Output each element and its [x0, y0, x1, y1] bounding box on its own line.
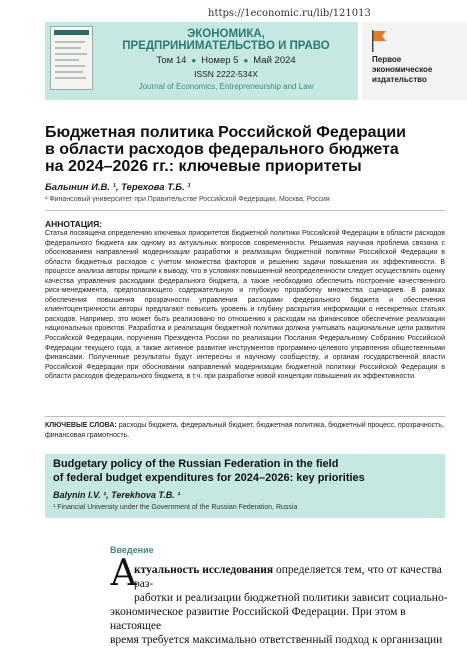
english-affiliation: ¹ Financial University under the Government of the Russian Federation, Russia [53, 504, 298, 511]
publisher-name [372, 55, 464, 85]
journal-date: Май 2024 [253, 55, 296, 66]
journal-title-line1: ЭКОНОМИКА, [187, 28, 265, 40]
publisher-line2: экономическое [372, 65, 433, 74]
cover-line [55, 65, 85, 67]
section-heading-introduction: Введение [110, 545, 154, 555]
article-authors: Балынин И.В. ¹, Терехова Т.Б. ¹ [45, 182, 191, 193]
divider [45, 210, 445, 211]
english-abstract-box [45, 454, 445, 518]
journal-number: Номер 5 [201, 55, 239, 66]
intro-bold-phrase: ктуальность исследования [134, 564, 274, 576]
separator-dot: ● [243, 56, 249, 65]
article-title-line2: в области расходов федерального бюджета [45, 141, 399, 158]
drop-cap: А [110, 553, 138, 594]
abstract-text: Статья посвящена определению ключевых приоритетов бюджетной политики Российской Федерации в области расходов федерального бюджета как одному из актуальных вопросов современности. Решаемая научная проблема связана с обоснованием направлений модернизации разработки и реализации бюджетной политики Российской Федерации в области бюджетных расходов с учетом множества факторов и решению задачи повышения их эффективности. В процессе анализа авторы пришли к выводу, что в условиях повышенной неопределенности следует осуществлять оценку качества управления расходами федерального бюджета, а также необходимо обеспечить построение качественного риск-менеджмента, предполагающего содержательную и глубокую проработку множества сценариев. В рамках обеспечения повышения прозрачности управления расходами федерального бюджета и обеспечения клиентоцентричности авторы предлагают повысить уровень и глубину раскрытия информации о несекретных статьях расходов. Например, это может быть реализовано по отношению к расходам на финансовое обеспечение реализации национальных проектов. Разработка и реализация бюджетной политики должна учитывать национальные цели развития Российской Федерации, поручения Президента России по реализации Послания Федеральному Собранию Российской Федерации текущего года, а также активное развитие инструментов программно-целевого управления общественными финансами. Полученные результаты будут интересны и научному сообществу, и органам государственной власти Российской Федерации при обосновании направлений модернизации бюджетной политики Российской Федерации в области расходов федерального бюджета, в т.ч. при разработке новой концепции повышения их эффективности. [45, 230, 445, 381]
publisher-line3: издательство [372, 75, 427, 84]
abstract-heading: АННОТАЦИЯ: [45, 219, 103, 229]
article-affiliation: ¹ Финансовый университет при Правительстве Российской Федерации, Москва, Россия [45, 196, 330, 203]
intro-line1-rest: определяется тем, что от качества раз- [134, 564, 442, 590]
cover-line [55, 77, 86, 79]
publisher-block [362, 22, 467, 100]
english-title [53, 458, 423, 485]
cover-line [55, 53, 87, 55]
cover-header-bar [54, 30, 89, 35]
intro-line: работки и реализации бюджетной политики зависит социально- [134, 592, 448, 604]
cover-line [55, 71, 83, 73]
journal-issn: ISSN 2222-534X [194, 69, 258, 79]
cover-line [55, 47, 81, 49]
cover-line [55, 41, 85, 43]
journal-issue-meta [98, 55, 354, 66]
intro-line: время требуется максимально ответственный подход к организации [110, 634, 443, 646]
keywords [45, 421, 445, 440]
article-title [45, 124, 440, 175]
flag-icon [372, 30, 386, 52]
journal-title-line2: ПРЕДПРИНИМАТЕЛЬСТВО И ПРАВО [122, 40, 330, 52]
publisher-line1: Первое [372, 55, 402, 64]
divider [45, 416, 445, 417]
intro-line: экономическое развитие Российской Федерации. При этом в настоящее [110, 606, 406, 632]
journal-volume: Том 14 [156, 55, 187, 66]
english-authors: Balynin I.V. ¹, Terekhova T.B. ¹ [53, 490, 181, 500]
separator-dot: ● [191, 56, 197, 65]
article-title-line1: Бюджетная политика Российской Федерации [45, 124, 407, 141]
keywords-label: КЛЮЧЕВЫЕ СЛОВА: [45, 422, 117, 429]
keywords-list: расходы бюджета, федеральный бюджет, бюджетная политика, бюджетный процесс, прозрачность, финансовая грамотность. [45, 422, 444, 439]
journal-cover-thumbnail [50, 26, 93, 90]
intro-line [110, 563, 450, 591]
english-title-line2: of federal budget expenditures for 2024–2026: key priorities [53, 471, 365, 484]
article-url[interactable]: https://1economic.ru/lib/121013 [208, 8, 371, 19]
introduction-text [110, 563, 450, 647]
journal-title-en: Journal of Economics, Entrepreneurship and Law [138, 82, 314, 91]
article-title-line3: на 2024–2026 гг.: ключевые приоритеты [45, 158, 362, 175]
english-title-line1: Budgetary policy of the Russian Federation in the field [53, 458, 339, 470]
cover-line [55, 59, 79, 61]
